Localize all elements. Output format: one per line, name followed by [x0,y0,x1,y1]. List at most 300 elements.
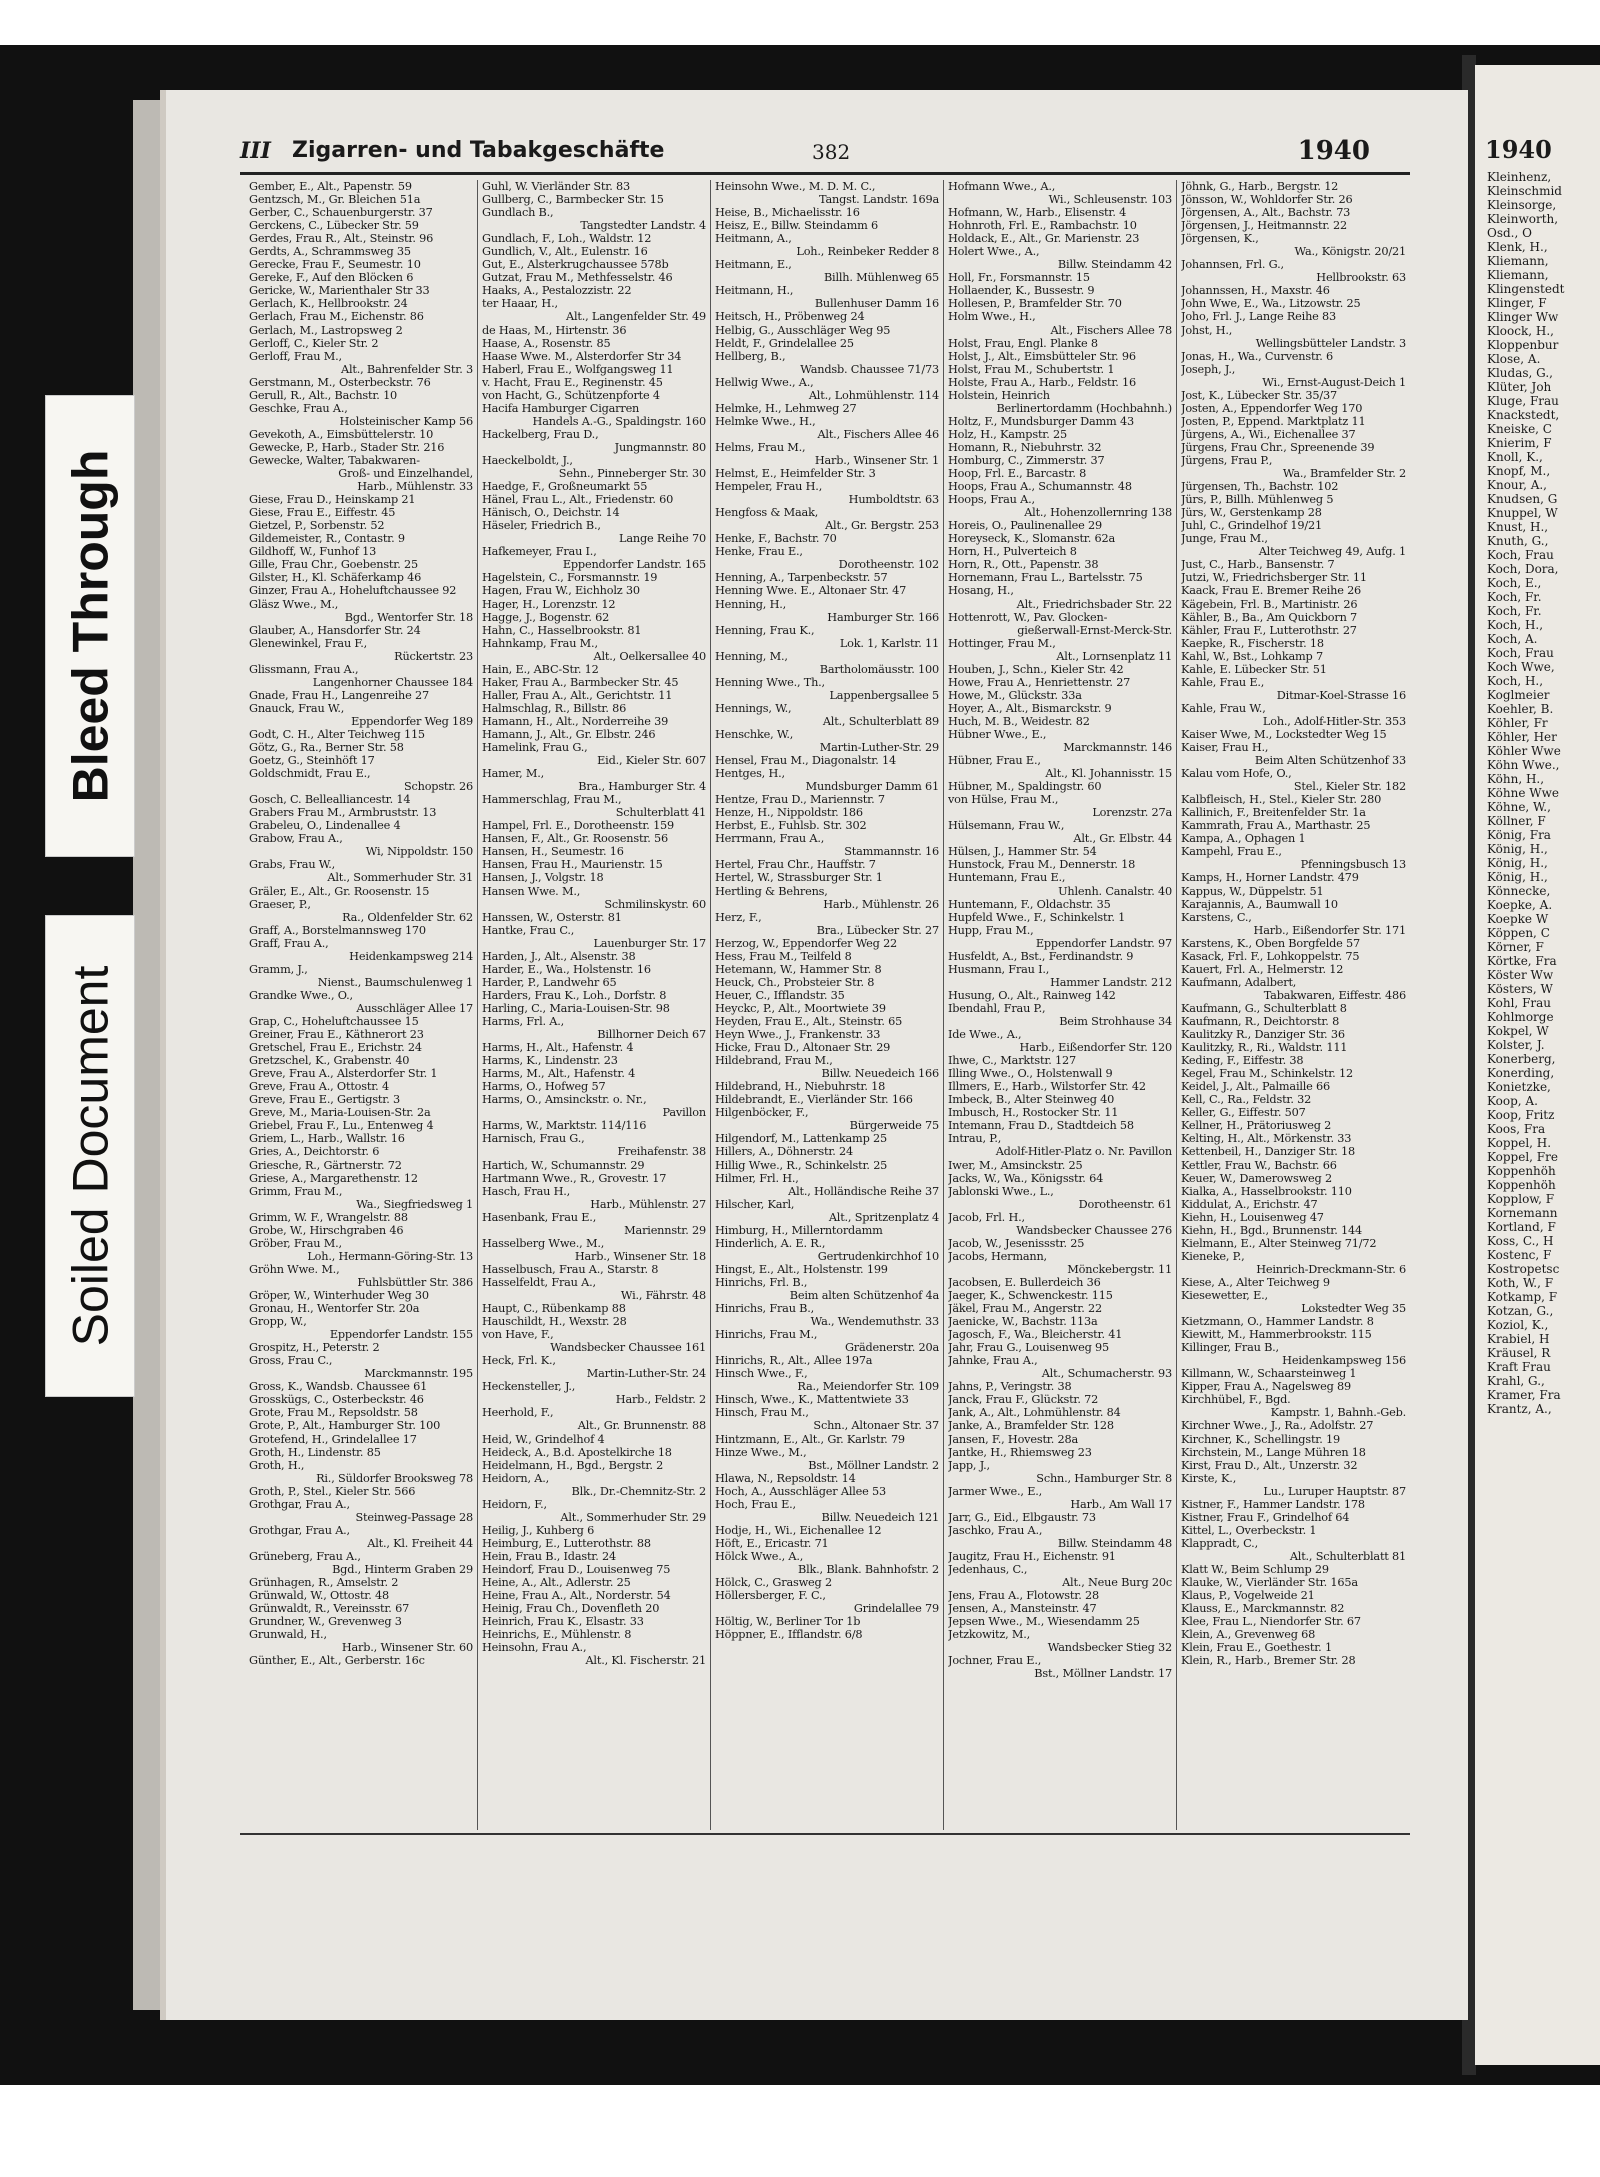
directory-entry: Grunwald, H., [249,1628,327,1642]
directory-entry: Dorotheenstr. 102 [805,558,939,572]
soiled-document-text: Soiled Document [62,965,119,1347]
directory-entry: Alt., Schulterblatt 81 [1256,1549,1406,1563]
directory-entry: Gewecke, Walter, Tabakwaren- [249,453,420,467]
directory-entry: Harms, K., Lindenstr. 23 [482,1054,618,1068]
directory-entry: Gerecke, Frau F., Seumestr. 10 [249,258,421,272]
directory-entry: Grospitz, H., Peterstr. 2 [249,1341,380,1355]
directory-entry: Holl, Fr., Forsmannstr. 15 [948,271,1090,285]
directory-entry: Hertel, W., Strassburger Str. 1 [715,871,883,885]
adjacent-entry: Koch, Fr. [1487,604,1542,618]
directory-entry: Harb., Mühlenstr. 33 [323,480,473,494]
directory-entry: Jost, K., Lübecker Str. 35/37 [1181,388,1337,402]
adjacent-entry: Koglmeier [1487,688,1550,702]
directory-entry: Hänisch, O., Deichstr. 14 [482,506,620,520]
adjacent-entry: Köllner, F [1487,814,1546,828]
directory-entry: Loh., Reinbeker Redder 8 [763,245,939,259]
directory-entry: Nienst., Baumschulenweg 1 [284,975,473,989]
adjacent-entry: Kohlmorge [1487,1010,1554,1024]
directory-entry: Hillig Wwe., R., Schinkelstr. 25 [715,1158,888,1172]
directory-entry: Holst, Frau, Engl. Planke 8 [948,336,1098,350]
directory-entry: Jarr, G., Eid., Elbgaustr. 73 [948,1510,1096,1524]
directory-entry: Ra., Meiendorfer Str. 109 [764,1380,939,1394]
directory-entry: Hölck Wwe., A., [715,1549,804,1563]
directory-entry: Helmke, H., Lehmweg 27 [715,401,857,415]
directory-entry: Jürgens, Frau Chr., Spreenende 39 [1181,440,1375,454]
directory-entry: Imbusch, H., Rostocker Str. 11 [948,1106,1119,1120]
directory-entry: Hagelstein, C., Forsmannstr. 19 [482,571,658,585]
soiled-document-label [45,915,135,1397]
adjacent-entry: Koch, Frau [1487,646,1554,660]
adjacent-entry: Klinger, F [1487,296,1547,310]
directory-entry: Kettler, Frau W., Bachstr. 66 [1181,1158,1337,1172]
directory-entry: Stammannstr. 16 [810,845,939,859]
directory-entry: Lorenzstr. 27a [1059,806,1172,820]
directory-entry: Kiehn, H., Louisenweg 47 [1181,1210,1324,1224]
directory-entry: Kirchhübel, F., Bgd. [1181,1393,1291,1407]
directory-entry: Hübner Wwe., E., [948,727,1047,741]
directory-entry: Heyden, Frau E., Alt., Steinstr. 65 [715,1015,903,1028]
directory-entry: Alt., Neue Burg 20c [1028,1576,1172,1590]
directory-entry: Heinig, Frau Ch., Dovenfleth 20 [482,1602,660,1616]
directory-entry: Kaufmann, G., Schulterblatt 8 [1181,1001,1347,1015]
directory-entry: Kappus, W., Düppelstr. 51 [1181,884,1324,898]
directory-entry: Hampel, Frl. E., Dorotheenstr. 159 [482,819,675,833]
directory-entry: Billw. Steindamm 42 [1024,258,1172,272]
adjacent-entry: Könnecke, [1487,884,1551,898]
directory-entry: Hinrichs, Frl. B., [715,1275,808,1289]
directory-entry: Gerstmann, M., Osterbeckstr. 76 [249,375,431,389]
directory-entry: Lappenbergsallee 5 [796,688,939,702]
directory-entry: Hacifa Hamburger Cigarren [482,401,640,415]
directory-entry: Gullberg, C., Barmbecker Str. 15 [482,193,664,207]
directory-entry: Hülsen, J., Hammer Str. 54 [948,845,1097,859]
directory-entry: Alt., Bahrenfelder Str. 3 [307,362,473,376]
directory-entry: Alt., Schulterblatt 89 [789,714,939,728]
directory-entry: Pavillon [629,1106,706,1120]
directory-entry: Kamps, H., Horner Landstr. 479 [1181,871,1359,885]
directory-entry: Huntemann, F., Oldachstr. 35 [948,897,1111,911]
adjacent-entry: Koch, Dora, [1487,562,1559,576]
directory-entry: Horn, R., Ott., Papenstr. 38 [948,558,1099,572]
directory-entry: Heinsohn, Frau A., [482,1641,587,1655]
directory-entry: Haberl, Frau E., Wolfgangsweg 11 [482,362,674,376]
directory-entry: Gundlach B., [482,206,554,220]
directory-entry: Josten, P., Eppend. Marktplatz 11 [1181,414,1366,428]
directory-entry: Jürgens, A., Wi., Eichenallee 37 [1181,427,1356,441]
directory-entry: Grünwaldt, R., Vereinsstr. 67 [249,1602,410,1616]
directory-entry: Jansen, F., Hovestr. 28a [948,1432,1079,1446]
directory-entry: Kaufmann, R., Deichtorstr. 8 [1181,1015,1340,1028]
directory-entry: Wandsbecker Stieg 32 [1014,1641,1172,1655]
adjacent-entry: Konerberg, [1487,1052,1556,1066]
directory-entry: Greve, M., Maria-Louisen-Str. 2a [249,1106,431,1120]
directory-entry: Schn., Hamburger Str. 8 [1002,1471,1172,1485]
directory-entry: Jahr, Frau G., Louisenweg 95 [948,1341,1110,1355]
directory-entry: Killmann, W., Schaarsteinweg 1 [1181,1367,1357,1381]
directory-entry: Jacks, W., Wa., Königsstr. 64 [948,1171,1104,1185]
directory-entry: Hollaender, K., Bussestr. 9 [948,284,1095,298]
directory-entry: Hamburger Str. 166 [794,610,939,624]
directory-entry: Hanssen, W., Osterstr. 81 [482,910,622,924]
adjacent-entry: Kloppenbur [1487,338,1559,352]
adjacent-entry: Koppenhöh [1487,1178,1556,1192]
directory-entry: Herbst, E., Fuhlsb. Str. 302 [715,819,867,833]
directory-entry: Goldschmidt, Frau E., [249,767,371,781]
directory-entry: Godt, C. H., Alter Teichweg 115 [249,727,425,741]
adjacent-entry: Koop, Fritz [1487,1108,1555,1122]
adjacent-entry: Krantz, A., [1487,1402,1552,1416]
bleed-through-label [45,395,135,857]
directory-entry: Hempeler, Frau H., [715,480,823,494]
directory-entry: Hamann, J., Alt., Gr. Elbstr. 246 [482,727,656,741]
directory-entry: Henze, H., Nippoldstr. 186 [715,806,863,820]
directory-entry: Klein, R., Harb., Bremer Str. 28 [1181,1654,1356,1668]
directory-entry: Haller, Frau A., Alt., Gerichtstr. 11 [482,688,673,702]
directory-entry: Gundlich, V., Alt., Eulenstr. 16 [482,245,648,259]
adjacent-entry: Körtke, Fra [1487,954,1557,968]
directory-entry: Groth, H., Lindenstr. 85 [249,1445,381,1459]
directory-entry: Ri., Süldorfer Brooksweg 78 [282,1471,473,1485]
directory-entry: Hagge, J., Bogenstr. 62 [482,610,610,624]
directory-entry: Heisz, E., Billw. Steindamm 6 [715,219,878,233]
directory-entry: Heine, A., Alt., Adlerstr. 25 [482,1576,631,1590]
adjacent-page [1475,65,1600,2065]
directory-entry: Kahle, E. Lübecker Str. 51 [1181,662,1327,676]
directory-entry: Kampehl, Frau E., [1181,845,1282,859]
directory-entry: Horn, H., Pulverteich 8 [948,545,1077,559]
directory-entry: Helmke Wwe., H., [715,414,816,428]
directory-entry: Heidelmann, H., Bgd., Bergstr. 2 [482,1458,664,1472]
adjacent-entry: Kokpel, W [1487,1024,1549,1038]
directory-entry: Greve, Frau E., Gertigstr. 3 [249,1093,400,1107]
directory-entry: Wandsbecker Chaussee 276 [983,1223,1172,1237]
directory-entry: Groth, H., [249,1458,305,1472]
adjacent-entry: Kraft Frau [1487,1360,1551,1374]
directory-entry: Jungmannstr. 80 [581,440,706,454]
directory-entry: Bst., Möllner Landstr. 2 [774,1458,939,1472]
directory-entry: Hänel, Frau L., Alt., Friedenstr. 60 [482,493,674,507]
directory-entry: Harb., Winsener Str. 1 [781,453,939,467]
directory-entry: Jedenhaus, C., [948,1562,1028,1576]
directory-entry: Herz, F., [715,910,762,924]
directory-entry: Kistner, Frau F., Grindelhof 64 [1181,1510,1350,1524]
directory-entry: Jörgensen, A., Alt., Bachstr. 73 [1181,206,1351,220]
directory-entry: Klauke, W., Vierländer Str. 165a [1181,1576,1358,1590]
directory-entry: Kiehn, H., Bgd., Brunnenstr. 144 [1181,1223,1362,1237]
directory-entry: Hülsemann, Frau W., [948,819,1065,833]
directory-entry: Kegel, Frau M., Schinkelstr. 12 [1181,1067,1353,1081]
directory-entry: Gramm, J., [249,962,308,976]
directory-entry: Harb., Mühlenstr. 26 [789,897,939,911]
adjacent-entry: König, H., [1487,842,1548,856]
directory-entry: Gerlach, M., Lastropsweg 2 [249,323,403,337]
directory-entry: Greve, Frau A., Ottostr. 4 [249,1080,389,1094]
directory-entry: Schulterblatt 41 [582,806,706,820]
directory-entry: Hoop, Frl. E., Barcastr. 8 [948,467,1087,481]
directory-entry: Haupt, C., Rübenkamp 88 [482,1302,626,1316]
directory-entry: Hilgendorf, M., Lattenkamp 25 [715,1132,887,1146]
directory-entry: Hoops, Frau A., [948,493,1035,507]
directory-entry: Bgd., Wentorfer Str. 18 [311,610,473,624]
directory-entry: Höllersberger, F. C., [715,1589,826,1603]
directory-entry: Uhlenh. Canalstr. 40 [1024,884,1172,898]
directory-entry: Harms, M., Alt., Hafenstr. 4 [482,1067,636,1081]
directory-entry: Hübner, M., Spaldingstr. 60 [948,780,1102,794]
directory-entry: Gerdts, A., Schrammsweg 35 [249,245,411,259]
directory-entry: Klein, Frau E., Goethestr. 1 [1181,1641,1332,1655]
directory-entry: Kägebein, Frl. B., Martinistr. 26 [1181,597,1358,611]
directory-entry: Jantke, H., Rhiemsweg 23 [948,1445,1092,1459]
directory-entry: Horeyseck, K., Slomanstr. 62a [948,532,1116,546]
directory-entry: Jürs, P., Billh. Mühlenweg 5 [1181,493,1334,507]
directory-entry: Herzog, W., Eppendorfer Weg 22 [715,936,898,950]
directory-entry: Hansen Wwe. M., [482,884,581,898]
adjacent-entry: Knudsen, G [1487,492,1558,506]
directory-entry: Kiesewetter, E., [1181,1288,1268,1302]
directory-entry: Just, C., Harb., Bansenstr. 7 [1181,558,1335,572]
adjacent-entry: Köhn, H., [1487,772,1545,786]
directory-entry: Geschke, Frau A., [249,401,348,415]
directory-entry: Intrau, P., [948,1132,1002,1146]
directory-entry: Gosch, C. Bellealliancestr. 14 [249,793,411,807]
directory-entry: Husung, O., Alt., Rainweg 142 [948,988,1116,1002]
directory-entry: Harms, O., Hofweg 57 [482,1080,606,1094]
directory-entry: Helmst, E., Heimfelder Str. 3 [715,467,876,481]
directory-entry: Heinrich-Dreckmann-Str. 6 [1222,1262,1406,1276]
directory-entry: Hildebrand, H., Niebuhrstr. 18 [715,1080,886,1094]
adjacent-entry: Köhne Wwe [1487,786,1559,800]
directory-entry: Kaiser, Frau H., [1181,741,1269,755]
directory-entry: Jochner, Frau E., [948,1654,1042,1668]
adjacent-entry: Köhler, Fr [1487,716,1548,730]
directory-entry: Gnauck, Frau W., [249,701,345,715]
directory-entry: Höppner, E., Ifflandstr. 6/8 [715,1628,863,1642]
directory-entry: Kialka, A., Hasselbrookstr. 110 [1181,1184,1352,1198]
directory-entry: Harling, C., Maria-Louisen-Str. 98 [482,1001,670,1015]
page-title: Zigarren- und Tabakgeschäfte [292,138,665,163]
directory-entry: Kettenbeil, H., Danziger Str. 18 [1181,1145,1355,1159]
adjacent-entry: Kleinschmid [1487,184,1562,198]
adjacent-entry: Koss, C., H [1487,1234,1554,1248]
directory-entry: Kaulitzky, R., Ri., Waldstr. 111 [1181,1041,1348,1055]
directory-entry: Kelting, H., Alt., Mörkenstr. 33 [1181,1132,1352,1146]
directory-entry: Bgd., Hinterm Graben 29 [298,1562,473,1576]
directory-entry: Heinrichs, E., Mühlenstr. 8 [482,1628,632,1642]
directory-entry: Kahl, W., Bst., Lohkamp 7 [1181,649,1323,663]
directory-entry: Gerloff, C., Kieler Str. 2 [249,336,379,350]
directory-entry: Wi, Nippoldstr. 150 [332,845,473,859]
adjacent-entry: Kleinworth, [1487,212,1559,226]
directory-entry: Junge, Frau M., [1181,532,1268,546]
adjacent-entry: Koch, H., [1487,618,1544,632]
directory-entry: Jaenicke, W., Bachstr. 113a [948,1315,1098,1329]
directory-entry: Glauber, A., Hansdorfer Str. 24 [249,623,421,637]
directory-entry: Heinrich, Frau K., Elsastr. 33 [482,1615,644,1629]
directory-entry: Alt., Schumacherstr. 93 [1008,1367,1172,1381]
directory-entry: Gewecke, P., Harb., Stader Str. 216 [249,440,445,454]
directory-entry: Jörgensen, J., Heitmannstr. 22 [1181,219,1348,233]
directory-entry: von Hacht, G., Schützenpforte 4 [482,388,660,402]
directory-entry: Hagen, Frau W., Eichholz 30 [482,584,640,598]
directory-entry: Illing Wwe., O., Holstenwall 9 [948,1067,1113,1081]
directory-entry: Hildebrand, Frau M., [715,1054,833,1068]
directory-entry: Grosskügs, C., Osterbeckstr. 46 [249,1393,424,1407]
directory-entry: Jonas, H., Wa., Curvenstr. 6 [1181,349,1334,363]
directory-entry: Henning, M., [715,649,788,663]
adjacent-entry: Konerding, [1487,1066,1555,1080]
directory-entry: Gundlach, F., Loh., Waldstr. 12 [482,232,652,246]
directory-entry: Ra., Oldenfelder Str. 62 [308,910,473,924]
directory-entry: Gerlach, Frau M., Eichenstr. 86 [249,310,424,324]
page-edge-shadow [133,100,163,2010]
directory-entry: Marckmannstr. 146 [1029,741,1172,755]
adjacent-entry: Kohl, Frau [1487,996,1552,1010]
adjacent-entry: Klingenstedt [1487,282,1565,296]
directory-entry: Johst, H., [1181,323,1233,337]
adjacent-entry: Koepke, A. [1487,898,1553,912]
directory-entry: Hoch, Frau E., [715,1497,796,1511]
directory-entry: Harder, E., Wa., Holstenstr. 16 [482,962,651,976]
directory-entry: Beim Alten Schützenhof 33 [1221,754,1406,768]
directory-entry: Kauert, Frl. A., Helmerstr. 12 [1181,962,1344,976]
adjacent-entry: Kludas, G., [1487,366,1553,380]
directory-entry: Eid., Kieler Str. 607 [563,754,706,768]
directory-entry: Hansen, J., Volgstr. 18 [482,871,604,885]
adjacent-entry: Kotkamp, F [1487,1290,1558,1304]
directory-entry: Henning, A., Tarpenbeckstr. 57 [715,571,888,585]
directory-entry: Hicke, Frau D., Altonaer Str. 29 [715,1041,891,1055]
directory-entry: Heindorf, Frau D., Louisenweg 75 [482,1562,671,1576]
directory-entry: Bürgerweide 75 [816,1119,939,1133]
directory-entry: Kähler, B., Ba., Am Quickborn 7 [1181,610,1358,624]
directory-entry: Gerull, R., Alt., Bachstr. 10 [249,388,398,402]
directory-entry: Gerber, C., Schauenburgerstr. 37 [249,206,433,220]
directory-entry: Guhl, W. Vierländer Str. 83 [482,180,630,193]
adjacent-entry: Knackstedt, [1487,408,1560,422]
adjacent-entry: Kliemann, [1487,268,1549,282]
directory-entry: Grädenerstr. 20a [811,1341,939,1355]
directory-entry: Kell, C., Ra., Feldstr. 32 [1181,1093,1312,1107]
directory-entry: Gut, E., Alsterkrugchaussee 578b [482,258,669,272]
directory-entry: Hildebrandt, E., Vierländer Str. 166 [715,1093,913,1107]
directory-entry: Alt., Gr. Elbstr. 44 [1040,832,1172,846]
directory-entry: Hahn, C., Hasselbrookstr. 81 [482,623,642,637]
directory-entry: Greve, Frau A., Alsterdorfer Str. 1 [249,1067,438,1081]
directory-entry: Lokstedter Weg 35 [1267,1302,1406,1316]
directory-entry: Holtz, F., Mundsburger Damm 43 [948,414,1134,428]
directory-entry: Kampstr. 1, Bahnh.-Geb. [1237,1406,1406,1420]
directory-entry: John Wwe, E., Wa., Litzowstr. 25 [1181,297,1361,311]
directory-entry: Graff, A., Borstelmannsweg 170 [249,923,426,937]
directory-entry: Hasselberg Wwe., M., [482,1236,605,1250]
directory-entry: Himburg, H., Millerntordamm [715,1223,883,1237]
directory-entry: Heerhold, F., [482,1406,554,1420]
directory-entry: Hengfoss & Maak, [715,506,819,520]
directory-entry: Grabeleu, O., Lindenallee 4 [249,819,401,833]
directory-entry: Alt., Sommerhuder Str. 29 [527,1510,706,1524]
directory-entry: Homburg, C., Zimmerstr. 37 [948,453,1105,467]
adjacent-entry: Kliemann, [1487,254,1549,268]
directory-entry: Kielmann, E., Alter Steinweg 71/72 [1181,1236,1377,1250]
directory-entry: Halmschlag, R., Billstr. 86 [482,701,627,715]
directory-entry: Gröber, Frau M., [249,1236,342,1250]
directory-entry: Grabers Frau M., Armbruststr. 13 [249,806,437,820]
directory-entry: Harder, P., Landwehr 65 [482,975,617,989]
directory-entry: Hansen, Frau H., Maurienstr. 15 [482,858,663,872]
directory-entry: Kasack, Frl. F., Lohkoppelstr. 75 [1181,949,1360,963]
directory-entry: Grabow, Frau A., [249,832,343,846]
directory-entry: Gretschel, Frau E., Erichstr. 24 [249,1041,422,1055]
directory-entry: Herrmann, Frau A., [715,832,825,846]
directory-entry: Billhorner Deich 67 [564,1028,706,1042]
directory-columns [245,180,1413,1830]
directory-entry: Hilmer, Frl. H., [715,1171,799,1185]
directory-entry: Jagosch, F., Wa., Bleicherstr. 41 [948,1328,1123,1342]
adjacent-entry: Koehler, B. [1487,702,1554,716]
header-rule [240,172,1410,175]
directory-entry: Hübner, Frau E., [948,754,1041,768]
directory-entry: Hertling & Behrens, [715,884,828,898]
directory-entry: Schn., Altonaer Str. 37 [780,1419,939,1433]
directory-entry: Heideck, A., B.d. Apostelkirche 18 [482,1445,672,1459]
directory-entry: Graff, Frau A., [249,936,329,950]
adjacent-entry: Kräusel, R [1487,1346,1551,1360]
directory-entry: Lange Reihe 70 [585,532,706,546]
directory-entry: Lok. 1, Karlstr. 11 [806,636,939,650]
adjacent-entry: Koch, H., [1487,674,1544,688]
directory-entry: Hellbrookstr. 63 [1283,271,1406,285]
directory-entry: Blk., Dr.-Chemnitz-Str. 2 [538,1484,706,1498]
directory-entry: Alt., Oelkersallee 40 [560,649,706,663]
directory-entry: Kipper, Frau A., Nagelsweg 89 [1181,1380,1352,1394]
directory-entry: Hofmann Wwe., A., [948,180,1056,193]
directory-entry: Schmilinskystr. 60 [571,897,706,911]
directory-entry: Holstein, Heinrich [948,388,1050,402]
directory-entry: Hinsch, Frau M., [715,1406,809,1420]
directory-entry: Ausschläger Allee 17 [323,1001,473,1015]
directory-entry: Jürgensen, Th., Bachstr. 102 [1181,480,1339,494]
directory-entry: Ditmar-Koel-Strasse 16 [1243,688,1406,702]
adjacent-entry: Osd., O [1487,226,1532,240]
adjacent-entry: Koch Wwe, [1487,660,1555,674]
directory-entry: Hein, Frau B., Idastr. 24 [482,1549,617,1563]
directory-entry: Steinweg-Passage 28 [322,1510,473,1524]
directory-entry: Kaepke, R., Fischerstr. 18 [1181,636,1324,650]
adjacent-entry: Köppen, C [1487,926,1550,940]
directory-entry: Gerloff, Frau M., [249,349,342,363]
adjacent-entry: Koch, Frau [1487,548,1554,562]
directory-entry: Hinderlich, A. E. R., [715,1236,826,1250]
directory-entry: Huntemann, Frau E., [948,871,1066,885]
directory-entry: Lu., Luruper Hauptstr. 87 [1230,1484,1406,1498]
adjacent-entry: Krahl, G., [1487,1374,1545,1388]
directory-entry: Götz, G., Ra., Berner Str. 58 [249,741,404,755]
directory-entry: Ihwe, C., Marktstr. 127 [948,1054,1077,1068]
directory-entry: Hartich, W., Schumannstr. 29 [482,1158,645,1172]
directory-entry: Alt., Kl. Fischerstr. 21 [552,1654,706,1668]
adjacent-entry: Kornemann [1487,1206,1558,1220]
directory-entry: Kahle, Frau W., [1181,701,1266,715]
directory-entry: Hoops, Frau A., Schumannstr. 48 [948,480,1132,494]
directory-entry: Henschke, W., [715,727,794,741]
column-3 [711,180,944,1830]
running-header [240,134,1410,170]
directory-entry: Gille, Frau Chr., Goebenstr. 25 [249,558,418,572]
directory-entry: Kellner, H., Prätoriusweg 2 [1181,1119,1332,1133]
directory-entry: Jaeger, K., Schwenckestr. 115 [948,1288,1113,1302]
column-2 [478,180,711,1830]
directory-entry: Klauss, E., Marckmannstr. 82 [1181,1602,1345,1616]
